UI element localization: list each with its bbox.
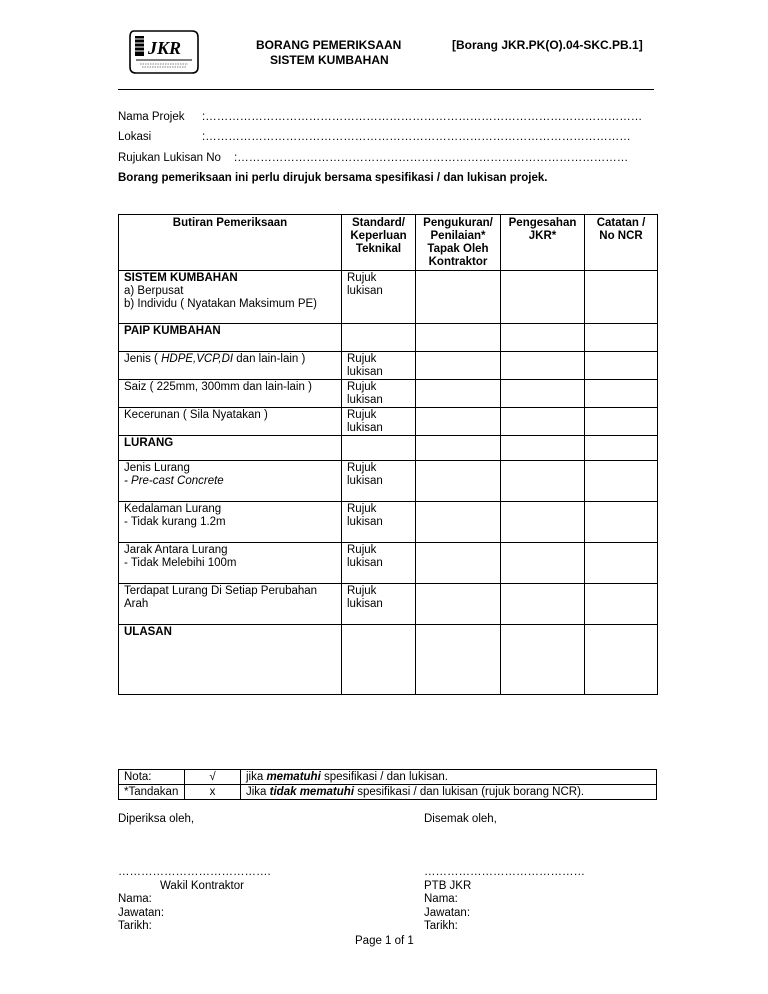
nama-label-left: Nama:	[118, 893, 152, 905]
item-saiz: Saiz ( 225mm, 300mm dan lain-lain )	[119, 380, 342, 408]
signature-line-contractor[interactable]: ………………………………….	[118, 866, 271, 878]
standard-cell: Rujuk lukisan	[342, 584, 416, 625]
catatan-cell[interactable]	[585, 408, 658, 436]
standard-cell	[342, 436, 416, 461]
nota-table	[118, 769, 657, 800]
nota-label: Nota:	[119, 770, 185, 785]
field-fill-line[interactable]: :…………………………………………………………………………………………………	[202, 131, 631, 143]
pengesahan-cell[interactable]	[501, 380, 585, 408]
standard-cell: Rujuk lukisan	[342, 271, 416, 324]
field-fill-line[interactable]: :…………………………………………………………………………………………	[234, 152, 629, 164]
item-jenis-lurang: Jenis Lurang - Pre-cast Concrete	[119, 461, 342, 502]
jkr-logo	[128, 27, 200, 77]
nota-text: jika mematuhi spesifikasi / dan lukisan.	[241, 770, 657, 785]
header-standard: Standard/ Keperluan Teknikal	[342, 215, 416, 271]
standard-cell	[342, 324, 416, 352]
pengukuran-cell[interactable]	[416, 380, 501, 408]
table-row	[119, 461, 658, 502]
standard-cell: Rujuk lukisan	[342, 461, 416, 502]
instruction-text: Borang pemeriksaan ini perlu dirujuk bersama spesifikasi / dan lukisan projek.	[118, 172, 548, 184]
form-title-line1: BORANG PEMERIKSAAN	[256, 38, 402, 52]
header-pengukuran: Pengukuran/ Penilaian* Tapak Oleh Kontraktor	[416, 215, 501, 271]
table-row	[119, 408, 658, 436]
pengukuran-cell[interactable]	[416, 543, 501, 584]
table-row	[119, 543, 658, 584]
section-ulasan: ULASAN	[119, 625, 342, 695]
item-terdapat-lurang: Terdapat Lurang Di Setiap Perubahan Arah	[119, 584, 342, 625]
pengesahan-cell[interactable]	[501, 324, 585, 352]
pengukuran-cell[interactable]	[416, 271, 501, 324]
catatan-cell[interactable]	[585, 436, 658, 461]
tarikh-label-right: Tarikh:	[424, 920, 458, 932]
table-row	[119, 271, 658, 324]
pengukuran-cell[interactable]	[416, 352, 501, 380]
section-paip-kumbahan: PAIP KUMBAHAN	[119, 324, 342, 352]
page-number: Page 1 of 1	[355, 935, 414, 947]
diperiksa-heading: Diperiksa oleh,	[118, 813, 195, 825]
pengukuran-cell[interactable]	[416, 461, 501, 502]
header-pengesahan: Pengesahan JKR*	[501, 215, 585, 271]
field-label: Nama Projek	[118, 111, 185, 123]
field-nama-projek	[118, 111, 643, 123]
signature-line-ptb[interactable]: ……………………………………	[424, 866, 585, 878]
catatan-cell[interactable]	[585, 584, 658, 625]
catatan-cell[interactable]	[585, 625, 658, 695]
catatan-cell[interactable]	[585, 380, 658, 408]
pengesahan-cell[interactable]	[501, 408, 585, 436]
catatan-cell[interactable]	[585, 461, 658, 502]
table-row	[119, 502, 658, 543]
jkr-logo-icon	[128, 27, 200, 77]
header-butiran: Butiran Pemeriksaan	[119, 215, 342, 271]
role-ptb-jkr: PTB JKR	[424, 880, 472, 892]
pengukuran-cell[interactable]	[416, 324, 501, 352]
pengukuran-cell[interactable]	[416, 436, 501, 461]
pengesahan-cell[interactable]	[501, 436, 585, 461]
pengesahan-cell[interactable]	[501, 543, 585, 584]
section-lurang: LURANG	[119, 436, 342, 461]
field-fill-line[interactable]: :……………………………………………………………………………………………………	[202, 111, 643, 123]
pengesahan-cell[interactable]	[501, 352, 585, 380]
standard-cell[interactable]	[342, 625, 416, 695]
table-row	[119, 584, 658, 625]
table-row	[119, 380, 658, 408]
jawatan-label-right: Jawatan:	[424, 907, 471, 919]
field-lokasi	[118, 131, 631, 143]
form-title-line2: SISTEM KUMBAHAN	[270, 53, 389, 67]
pengesahan-cell[interactable]	[501, 461, 585, 502]
catatan-cell[interactable]	[585, 271, 658, 324]
pengesahan-cell[interactable]	[501, 625, 585, 695]
jawatan-label-left: Jawatan:	[118, 907, 165, 919]
field-rujukan-lukisan	[118, 152, 629, 164]
catatan-cell[interactable]	[585, 324, 658, 352]
standard-cell: Rujuk lukisan	[342, 408, 416, 436]
nota-row	[119, 785, 657, 800]
catatan-cell[interactable]	[585, 502, 658, 543]
tick-mark: √	[185, 770, 241, 785]
svg-text:JKR: JKR	[148, 38, 182, 58]
disemak-heading: Disemak oleh,	[424, 813, 497, 825]
header-catatan: Catatan / No NCR	[585, 215, 658, 271]
standard-cell: Rujuk lukisan	[342, 502, 416, 543]
standard-cell: Rujuk lukisan	[342, 352, 416, 380]
nama-label-right: Nama:	[424, 893, 458, 905]
pengesahan-cell[interactable]	[501, 584, 585, 625]
standard-cell: Rujuk lukisan	[342, 380, 416, 408]
field-label: Lokasi	[118, 131, 152, 143]
catatan-cell[interactable]	[585, 543, 658, 584]
item-jenis-paip: Jenis ( HDPE,VCP,DI dan lain-lain )	[119, 352, 342, 380]
table-row	[119, 352, 658, 380]
nota-text: Jika tidak mematuhi spesifikasi / dan lukisan (rujuk borang NCR).	[241, 785, 657, 800]
role-wakil-kontraktor: Wakil Kontraktor	[160, 880, 244, 892]
pengukuran-cell[interactable]	[416, 502, 501, 543]
catatan-cell[interactable]	[585, 352, 658, 380]
table-row	[119, 436, 658, 461]
item-kedalaman: Kedalaman Lurang - Tidak kurang 1.2m	[119, 502, 342, 543]
table-row	[119, 324, 658, 352]
tandakan-label: *Tandakan	[119, 785, 185, 800]
inspection-table	[118, 214, 658, 695]
header-divider	[118, 89, 654, 90]
pengukuran-cell[interactable]	[416, 408, 501, 436]
pengukuran-cell[interactable]	[416, 584, 501, 625]
table-row	[119, 625, 658, 695]
form-code: [Borang JKR.PK(O).04-SKC.PB.1]	[452, 38, 643, 52]
item-kecerunan: Kecerunan ( Sila Nyatakan )	[119, 408, 342, 436]
tarikh-label-left: Tarikh:	[118, 920, 152, 932]
pengukuran-cell[interactable]	[416, 625, 501, 695]
table-header-row	[119, 215, 658, 271]
standard-cell: Rujuk lukisan	[342, 543, 416, 584]
cross-mark: x	[185, 785, 241, 800]
pengesahan-cell[interactable]	[501, 271, 585, 324]
item-sistem-kumbahan: SISTEM KUMBAHAN a) Berpusat b) Individu ( Nyatakan Maksimum PE)	[119, 271, 342, 324]
field-label: Rujukan Lukisan No	[118, 152, 221, 164]
pengesahan-cell[interactable]	[501, 502, 585, 543]
nota-row	[119, 770, 657, 785]
item-jarak: Jarak Antara Lurang - Tidak Melebihi 100m	[119, 543, 342, 584]
